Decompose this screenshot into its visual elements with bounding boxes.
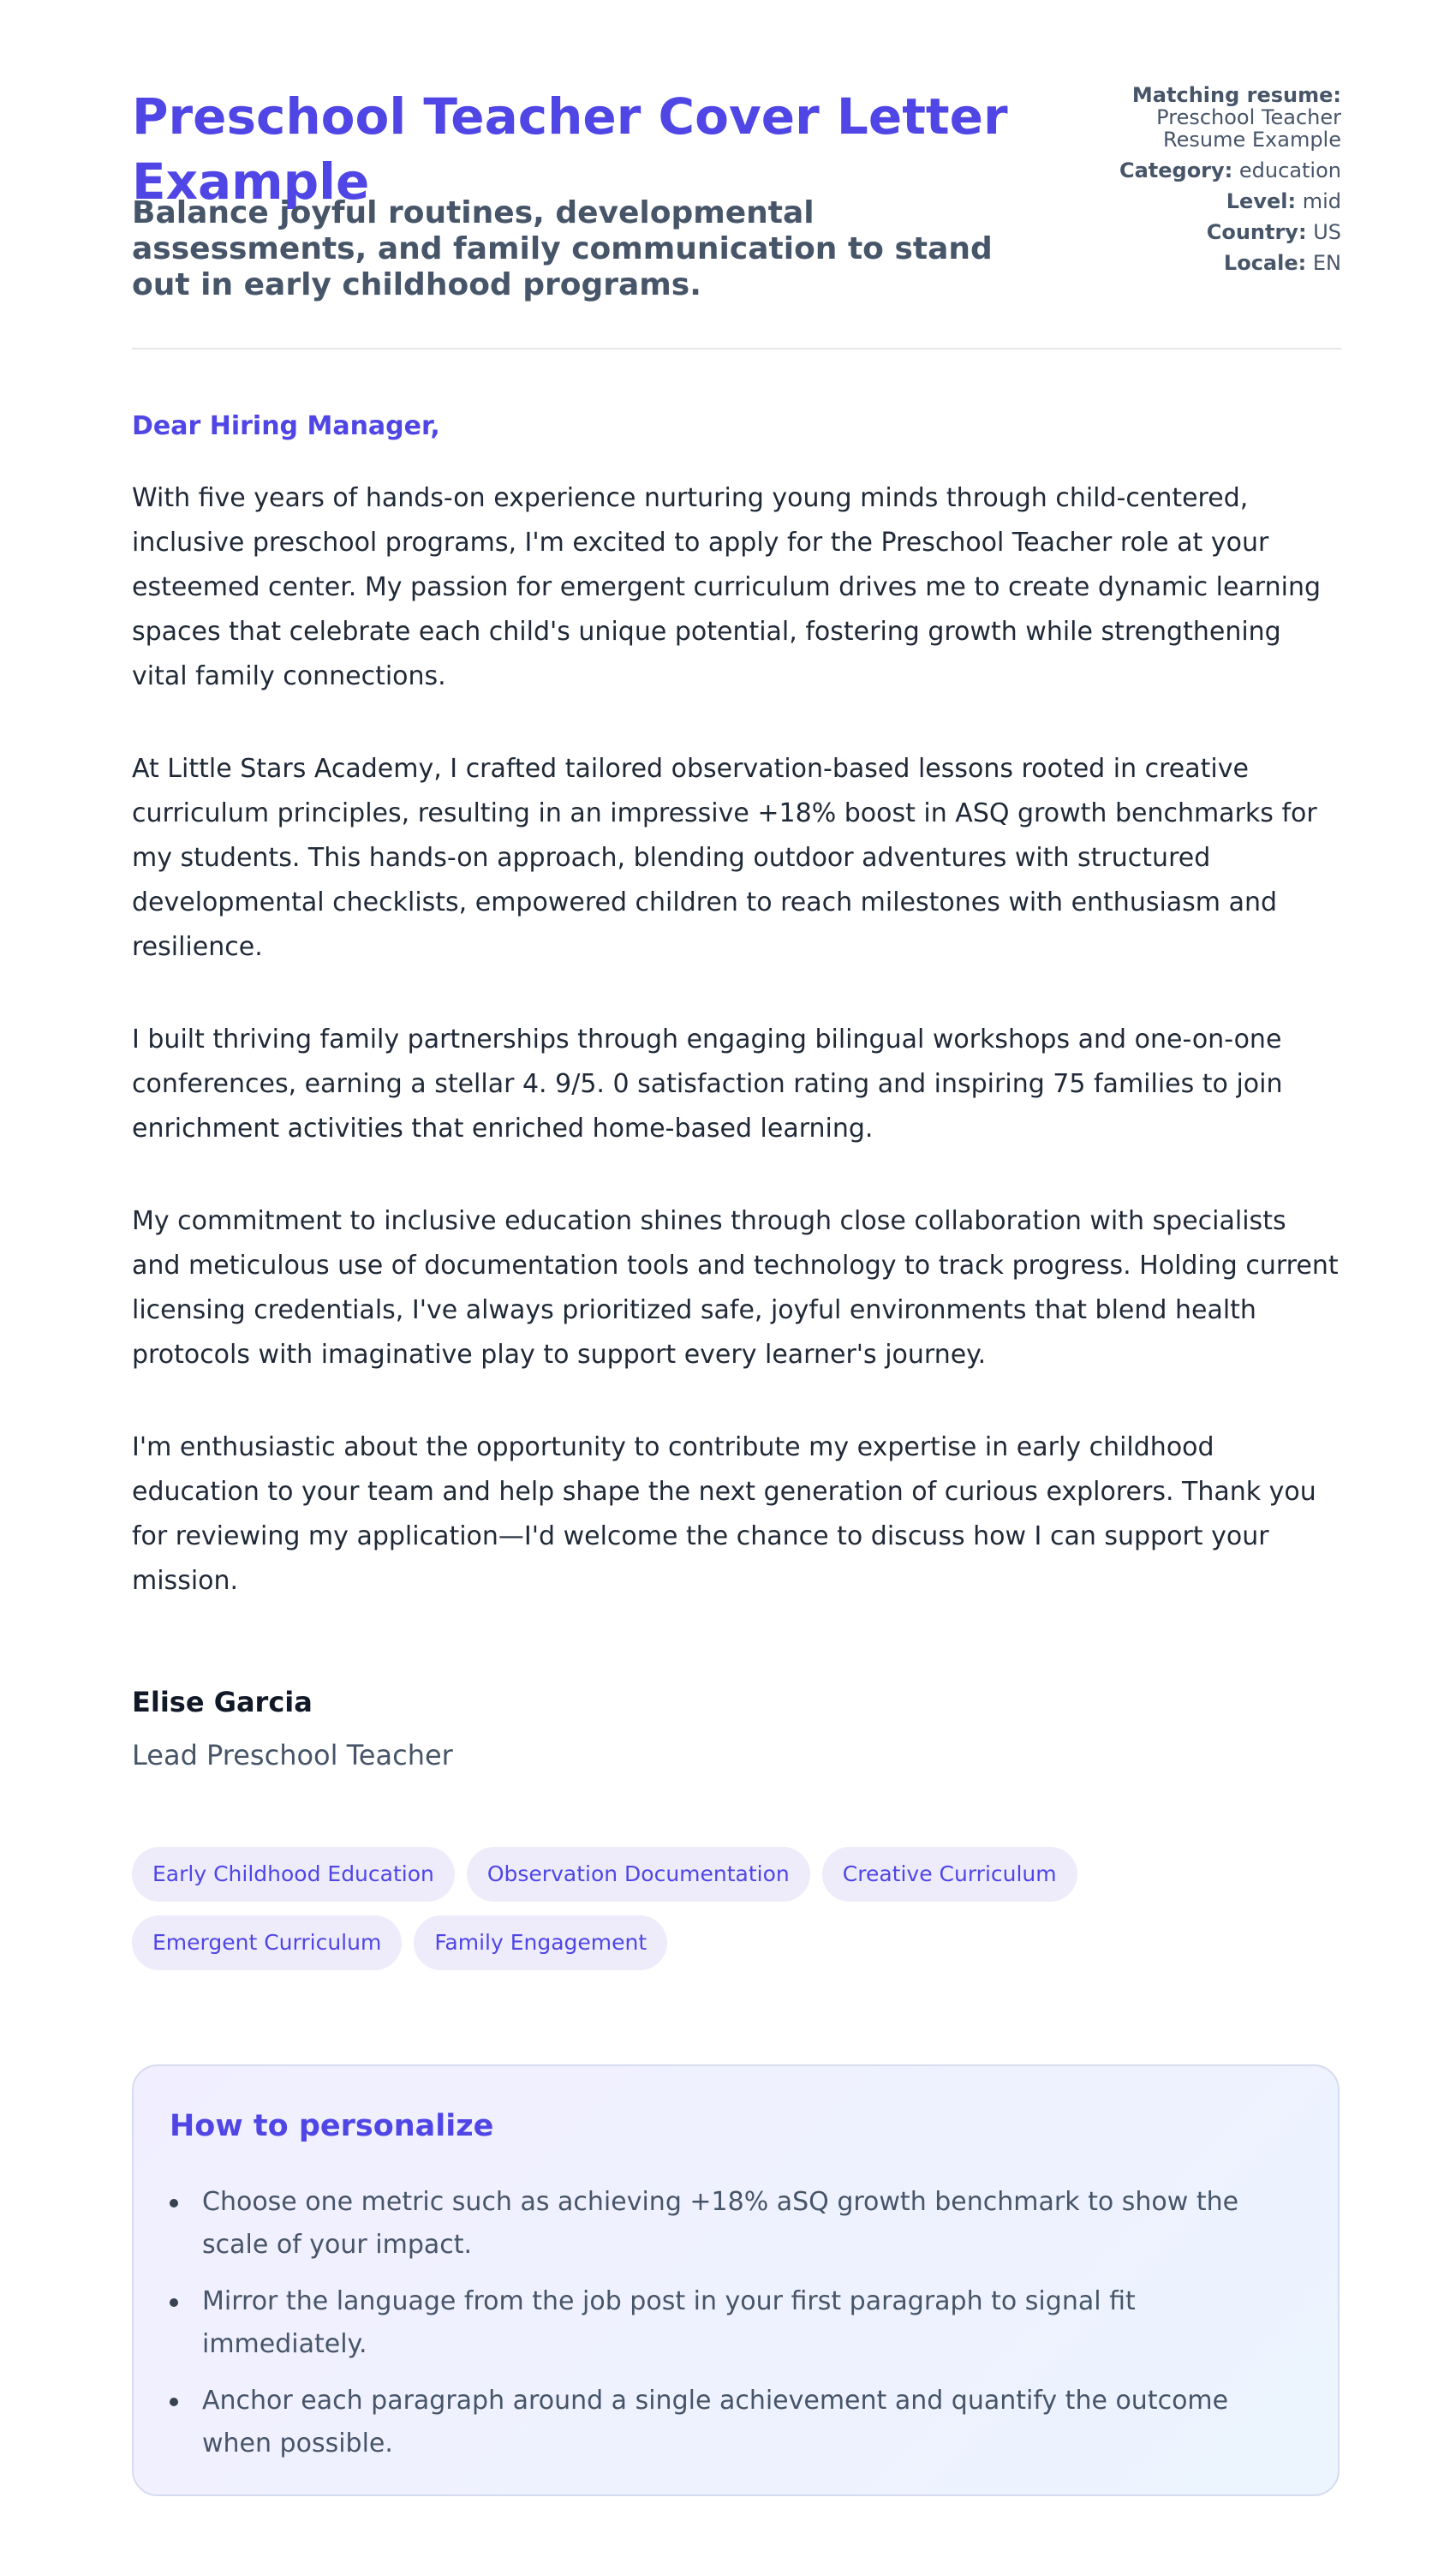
letter-paragraph: I'm enthusiastic about the opportunity to contribute my expertise in early childhood education to your team and help shape the next generation of curious explorers. Thank you for reviewing my application—I'd welcome the chance to discuss how I can support your mission. (132, 1432, 1316, 1596)
bullet-icon (170, 2298, 178, 2307)
meta-locale (1016, 252, 1341, 274)
tip-item (170, 2380, 1300, 2465)
skill-tag: Early Childhood Education (132, 1847, 455, 1902)
letter-salutation: Dear Hiring Manager, (132, 411, 440, 441)
letter-paragraph: I built thriving family partnerships through engaging bilingual workshops and one-on-one conferences, earning a stellar 4. 9/5. 0 satisfaction rating and inspiring 75 families to join enrichment activities that enriched home-based learning. (132, 1025, 1283, 1144)
tip-text: Mirror the language from the job post in your first paragraph to signal fit immediately. (202, 2286, 1136, 2359)
bullet-icon (170, 2199, 178, 2207)
meta-category (1016, 159, 1341, 182)
meta-level (1016, 190, 1341, 212)
meta-matching-value-line2: Resume Example (1163, 128, 1341, 152)
meta-country (1016, 221, 1341, 243)
meta-locale-value: EN (1312, 251, 1341, 275)
skill-tag: Creative Curriculum (822, 1847, 1077, 1902)
letter-body (132, 476, 1341, 1652)
meta-country-value: US (1313, 220, 1341, 244)
page-subtitle: Balance joyful routines, developmental assessments, and family communication to stand out in early childhood programs. (132, 195, 993, 302)
skill-tag: Family Engagement (414, 1915, 667, 1970)
header-divider (132, 348, 1341, 349)
tip-item (170, 2181, 1300, 2267)
signer-name: Elise Garcia (132, 1686, 313, 1718)
bullet-icon (170, 2398, 178, 2406)
meta-locale-label: Locale: (1223, 251, 1307, 275)
page-title: Preschool Teacher Cover Letter Example (132, 87, 1008, 211)
signer-title: Lead Preschool Teacher (132, 1739, 453, 1771)
tip-text: Choose one metric such as achieving +18% aSQ growth benchmark to show the scale of your impact. (202, 2187, 1239, 2260)
skill-tags (132, 1847, 1348, 1984)
meta-category-value: education (1238, 158, 1341, 182)
skill-tag: Observation Documentation (467, 1847, 810, 1902)
letter-paragraph: My commitment to inclusive education shines through close collaboration with specialists and meticulous use of documentation tools and technology to track progress. Holding current licensing credentials, I've always prioritized safe, joyful environments that blend health protocols with imaginative play to support every learner's journey. (132, 1206, 1339, 1370)
tip-text: Anchor each paragraph around a single achievement and quantify the outcome when possible. (202, 2386, 1229, 2458)
tip-item (170, 2280, 1300, 2366)
tips-list (170, 2181, 1300, 2479)
personalize-tips-card (132, 2064, 1340, 2496)
tips-heading: How to personalize (170, 2109, 494, 2143)
meta-level-value: mid (1302, 189, 1341, 213)
meta-country-label: Country: (1206, 220, 1307, 244)
skill-tag: Emergent Curriculum (132, 1915, 402, 1970)
meta-matching-value-line1: Preschool Teacher (1156, 105, 1341, 129)
meta-panel (1016, 84, 1341, 283)
letter-paragraph: At Little Stars Academy, I crafted tailored observation-based lessons rooted in creative curriculum principles, resulting in an impressive +18% boost in ASQ growth benchmarks for my students. This hands-on approach, blending outdoor adventures with structured developmental checklists, empowered children to reach milestones with enthusiasm and resilience. (132, 754, 1317, 962)
meta-matching-label: Matching resume: (1131, 83, 1341, 107)
letter-paragraph: With five years of hands-on experience nurturing young minds through child-centered, inclusive preschool programs, I'm excited to apply for the Preschool Teacher role at your esteemed center. My passion for emergent curriculum drives me to create dynamic learning spaces that celebrate each child's unique potential, fostering growth while strengthening vital family connections. (132, 483, 1321, 691)
meta-level-label: Level: (1226, 189, 1297, 213)
meta-matching-resume (1016, 84, 1341, 151)
meta-category-label: Category: (1119, 158, 1233, 182)
